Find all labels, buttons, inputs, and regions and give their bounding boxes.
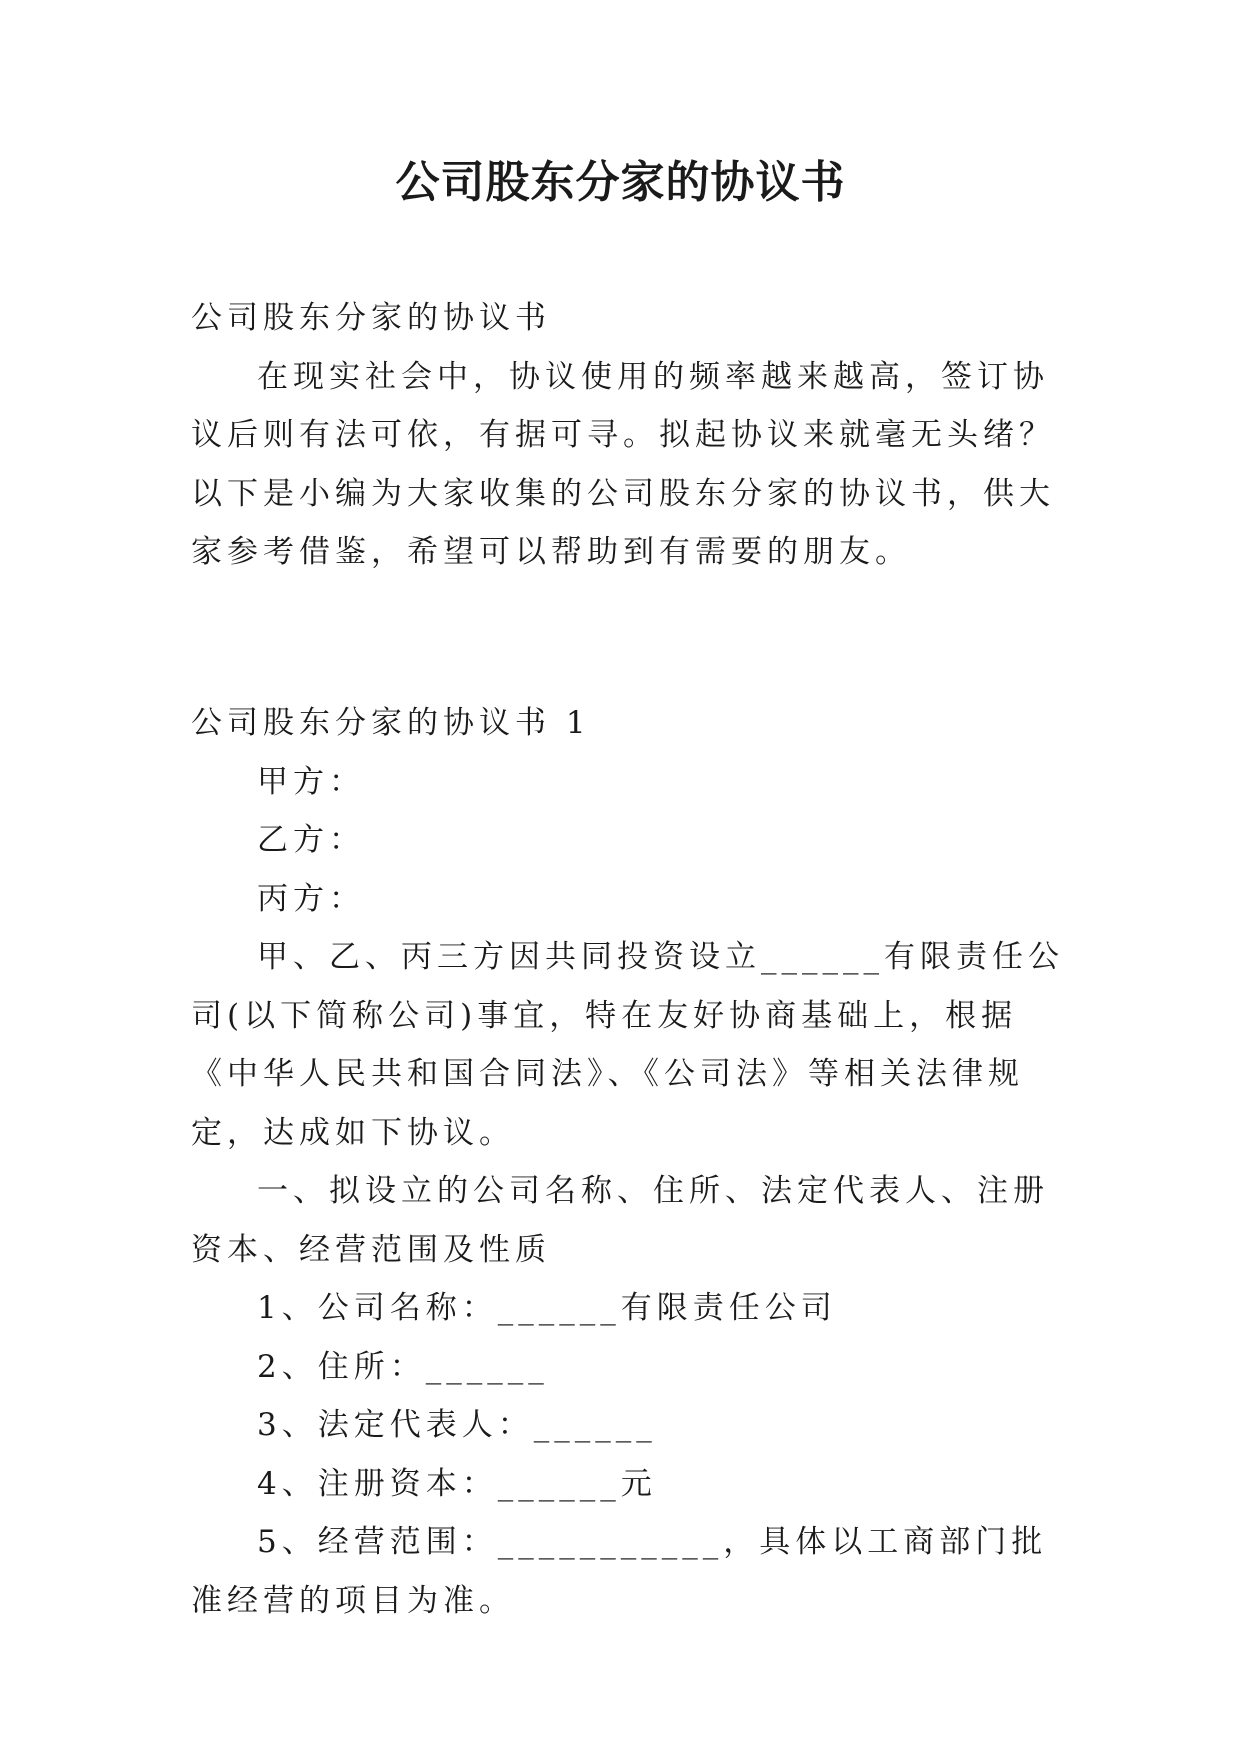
item-address: 2、住所：______ <box>257 1348 549 1385</box>
document-title: 公司股东分家的协议书 <box>395 157 846 208</box>
intro-paragraph: 在现实社会中，协议使用的频率越来越高，签订协议后则有法可依，有据可寻。拟起协议来就毫无头绪？以下是小编为大家收集的公司股东分家的协议书，供大家参考借鉴，希望可以帮助到有需要的朋友。 <box>191 358 1055 570</box>
section-1-title: 一、拟设立的公司名称、住所、法定代表人、注册资本、经营范围及性质 <box>191 1173 1049 1268</box>
party-a-label: 甲方： <box>257 763 365 800</box>
party-c-label: 丙方： <box>257 880 365 917</box>
intro-heading: 公司股东分家的协议书 <box>191 300 551 336</box>
intro-section <box>191 289 1071 582</box>
agreement-section <box>191 694 1071 1630</box>
party-b-label: 乙方： <box>257 822 365 858</box>
item-company-name: 1、公司名称：______有限责任公司 <box>257 1290 837 1326</box>
item-registered-capital: 4、注册资本：______元 <box>257 1465 657 1502</box>
item-legal-representative: 3、法定代表人：______ <box>257 1407 657 1443</box>
preamble-paragraph: 甲、乙、丙三方因共同投资设立______有限责任公司(以下简称公司)事宜，特在友好协商基础上，根据《中华人民共和国合同法》、《公司法》等相关法律规定，达成如下协议。 <box>191 939 1064 1151</box>
agreement-heading: 公司股东分家的协议书 1 <box>191 705 591 741</box>
item-business-scope: 5、经营范围：___________，具体以工商部门批准经营的项目为准。 <box>191 1524 1048 1619</box>
